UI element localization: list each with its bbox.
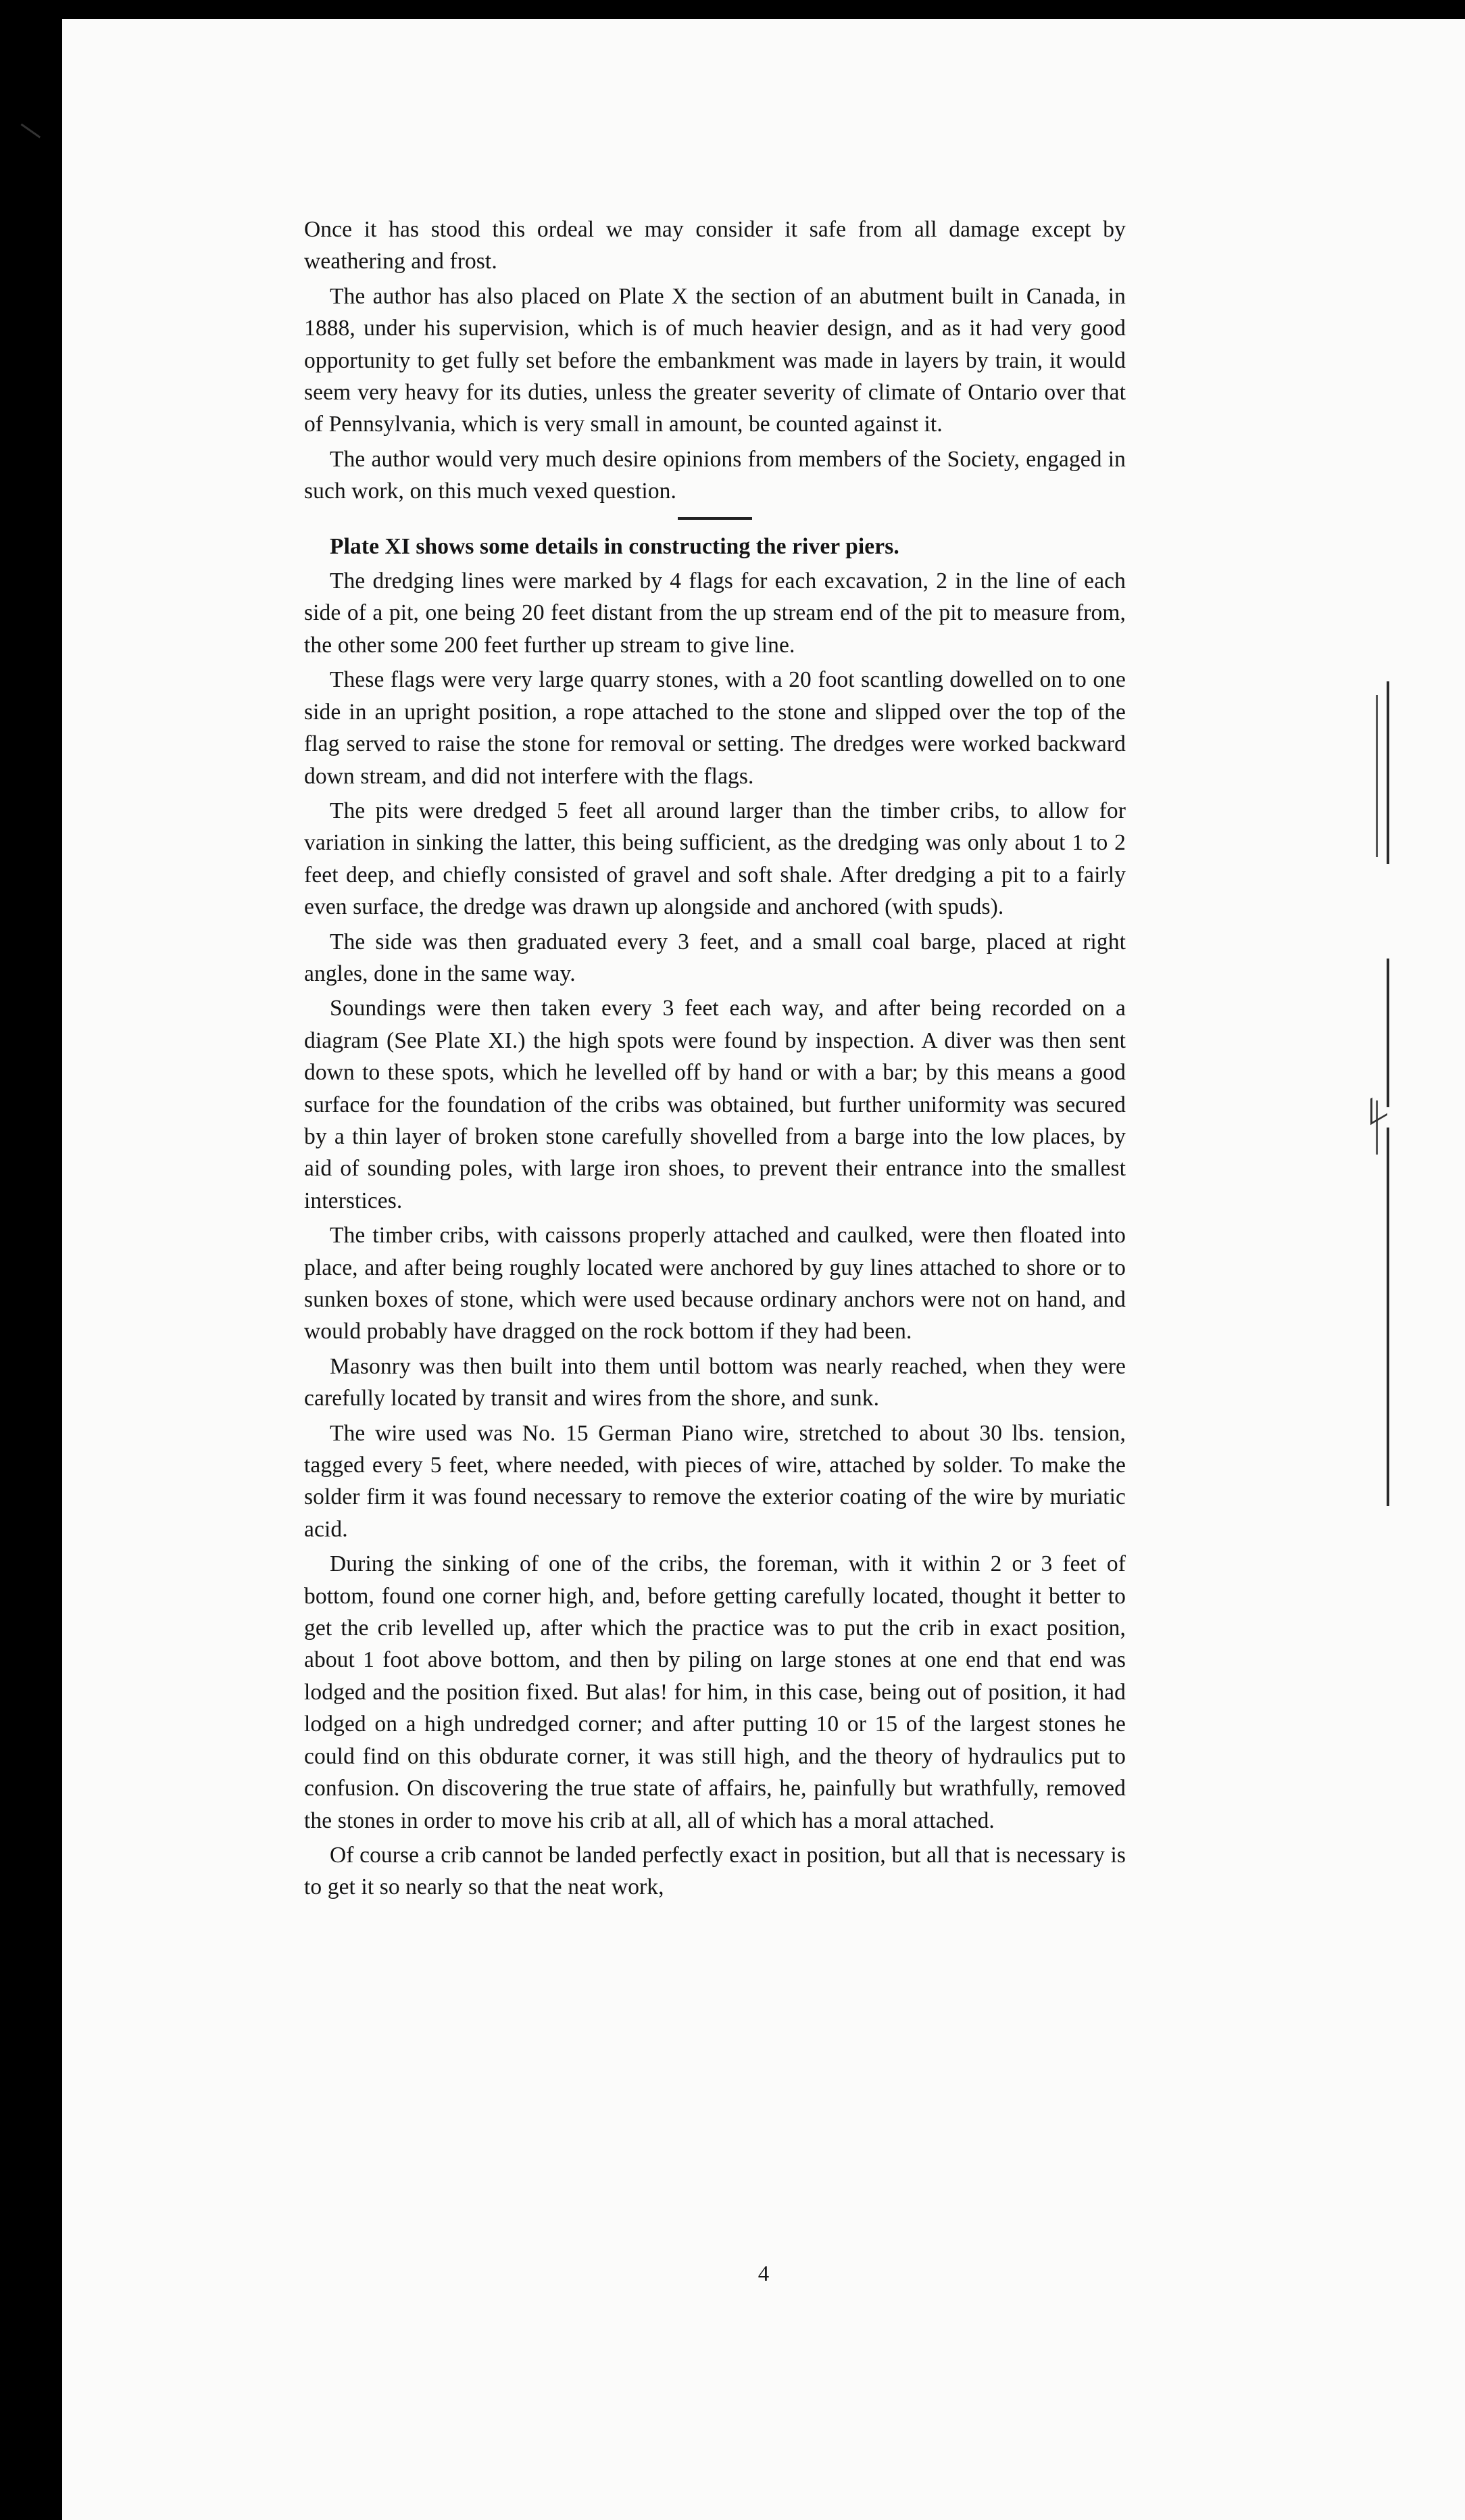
paragraph-wire: The wire used was No. 15 German Piano wire, stretched to about 30 lbs. tension, tagged every 5 feet, where needed, with pieces of wire, attached by solder. To make the solder firm it was found necessary to remove the exterior coating of the wire by muriatic acid. [304, 1420, 1126, 1542]
paragraph-landing: Of course a crib cannot be landed perfectly exact in position, but all that is necessary is to get it so nearly so that the neat work, [304, 1842, 1126, 1900]
paragraph-1: Once it has stood this ordeal we may consider it safe from all damage except by weathering and frost. [304, 217, 1126, 274]
scan-edge-mark [12, 124, 41, 151]
paragraph-masonry: Masonry was then built into them until bottom was nearly reached, when they were carefully located by transit and wires from the shore, and sunk. [304, 1353, 1126, 1411]
paragraph-pits: The pits were dredged 5 feet all around larger than the timber cribs, to allow for variation in sinking the latter, this being sufficient, as the dredging was only about 1 to 2 feet deep, and chiefly consisted of gravel and soft shale. After dredging a pit to a fairly even surface, the dredge was drawn up alongside and anchored (with spuds). [304, 798, 1126, 920]
body-text [304, 214, 1126, 1906]
paragraph-flags: These flags were very large quarry stones, with a 20 foot scantling dowelled on to one side in an upright position, a rope attached to the stone and slipped over the top of the flag served to raise the stone for removal or setting. The dredges were worked backward down stream, and did not interfere with the flags. [304, 667, 1126, 789]
paragraph-timber-cribs: The timber cribs, with caissons properly attached and caulked, were then floated into place, and after being roughly located were anchored by guy lines attached to shore or to sunken boxes of stone, which were used because ordinary anchors were not on hand, and would probably have dragged on the rock bottom if they had been. [304, 1223, 1126, 1344]
paragraph-graduation: The side was then graduated every 3 feet, and a small coal barge, placed at right angles, done in the same way. [304, 929, 1126, 986]
binding-edge-line [1387, 681, 1389, 864]
binding-edge-line [1376, 695, 1378, 857]
paragraph-soundings: Soundings were then taken every 3 feet each way, and after being recorded on a diagram (See Plate XI.) the high spots were found by inspection. A diver was then sent down to these spots, which he levelled off by hand or with a bar; by this means a good surface for the foundation of the cribs was obtained, but further uniformity was secured by a thin layer of broken stone carefully shovelled from a barge into the low places, by aid of sounding poles, with large iron shoes, to prevent their entrance into the smallest interstices. [304, 996, 1126, 1213]
paragraph-2: The author has also placed on Plate X the section of an abutment built in Canada, in 1888, under his supervision, which is of much heavier design, and as it had very good opportunity to get fully set before the embankment was made in layers by train, it would seem very heavy for its duties, unless the greater severity of climate of Ontario over that of Pennsylvania, which is very small in amount, be counted against it. [304, 283, 1126, 437]
binding-notch [1370, 1089, 1387, 1125]
section-heading: Plate XI shows some details in constructing the river piers. [330, 533, 899, 559]
scanned-page [62, 19, 1465, 2520]
page-number: 4 [758, 2262, 770, 2286]
binding-edge-line [1387, 1128, 1389, 1506]
paragraph-dredging-lines: The dredging lines were marked by 4 flags for each excavation, 2 in the line of each side of a pit, one being 20 feet distant from the up stream end of the pit to measure from, the other some 200 feet further up stream to give line. [304, 568, 1126, 658]
paragraph-3: The author would very much desire opinions from members of the Society, engaged in such work, on this much vexed question. [304, 446, 1126, 504]
binding-edge-line [1387, 959, 1389, 1107]
section-divider [678, 517, 752, 520]
paragraph-sinking: During the sinking of one of the cribs, the foreman, with it within 2 or 3 feet of bottom, found one corner high, and, before getting carefully located, thought it better to get the crib levelled up, after which the practice was to put the crib in exact position, about 1 foot above bottom, and then by piling on large stones at one end that end was lodged and the position fixed. But alas! for him, in this case, being out of position, it had lodged on a high undredged corner; and after putting 10 or 15 of the largest stones he could find on this obdurate corner, it was still high, and the theory of hydraulics put to confusion. On discovering the true state of affairs, he, painfully but wrathfully, removed the stones in order to move his crib at all, all of which has a moral attached. [304, 1551, 1126, 1833]
